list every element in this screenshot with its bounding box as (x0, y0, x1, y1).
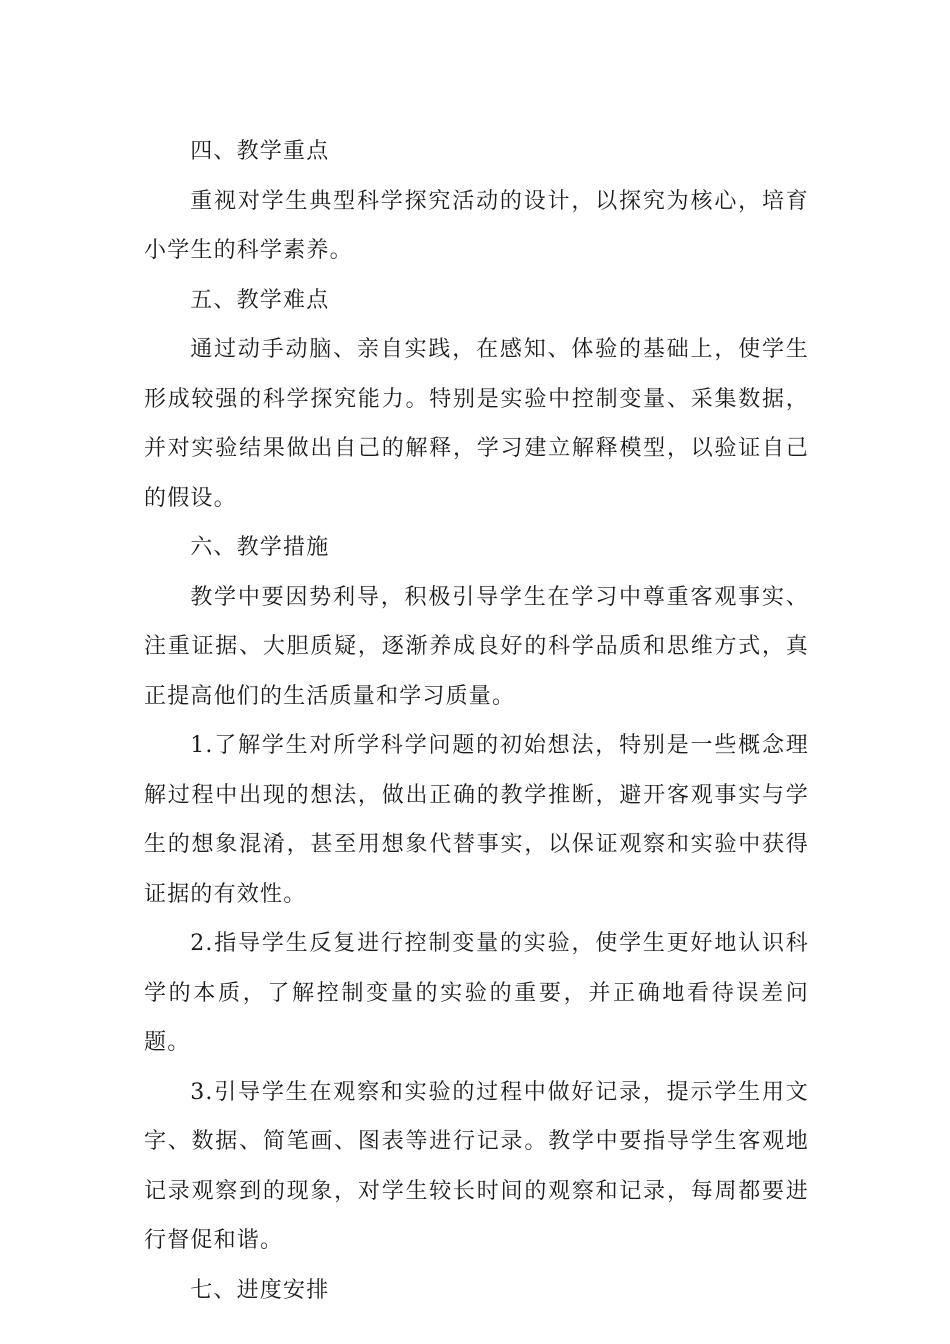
section-heading-teaching-difficulty: 五、教学难点 (190, 287, 330, 313)
section-heading-teaching-measures: 六、教学措施 (190, 535, 330, 560)
document-body (144, 127, 809, 1315)
section-heading-teaching-focus: 四、教学重点 (190, 139, 330, 164)
list-item-2: 2.指导学生反复进行控制变量的实验，使学生更好地认识科学的本质，了解控制变量的实验的重要，并正确地看待误差问题。 (144, 931, 809, 1055)
paragraph-teaching-difficulty: 通过动手动脑、亲自实践，在感知、体验的基础上，使学生形成较强的科学探究能力。特别是实验中控制变量、采集数据，并对实验结果做出自己的解释，学习建立解释模型，以验证自己的假设。 (144, 337, 809, 511)
list-item-3: 3.引导学生在观察和实验的过程中做好记录，提示学生用文字、数据、简笔画、图表等进行记录。教学中要指导学生客观地记录观察到的现象，对学生较长时间的观察和记录，每周都要进行督促和谐。 (144, 1079, 809, 1253)
paragraph-teaching-measures: 教学中要因势利导，积极引导学生在学习中尊重客观事实、注重证据、大胆质疑，逐渐养成良好的科学品质和思维方式，真正提高他们的生活质量和学习质量。 (144, 584, 809, 709)
list-item-1: 1.了解学生对所学科学问题的初始想法，特别是一些概念理解过程中出现的想法，做出正确的教学推断，避开客观事实与学生的想象混淆，甚至用想象代替事实，以保证观察和实验中获得证据的有效性。 (144, 733, 809, 907)
section-heading-schedule: 七、进度安排 (190, 1277, 330, 1303)
paragraph-teaching-focus: 重视对学生典型科学探究活动的设计，以探究为核心，培育小学生的科学素养。 (144, 188, 809, 263)
